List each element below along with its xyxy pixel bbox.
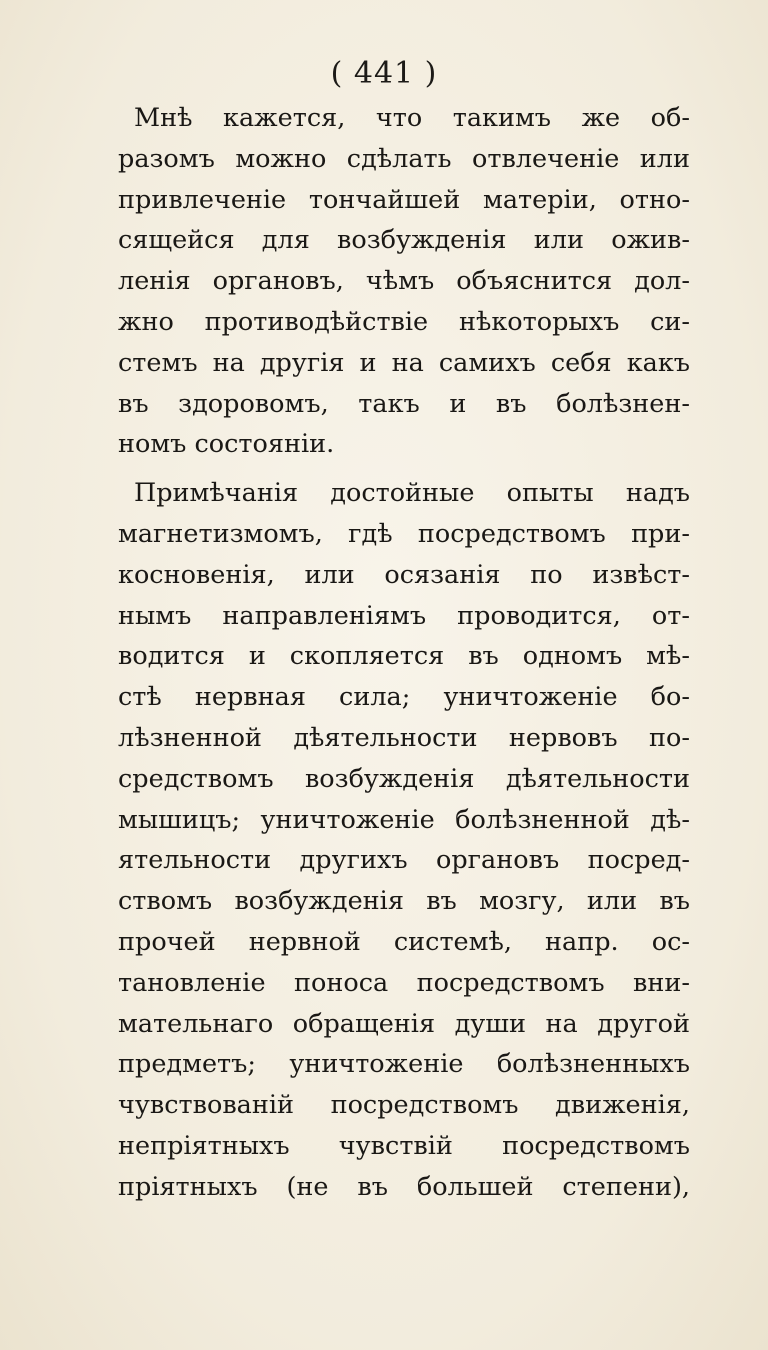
text-line: тановленіе поноса посредствомъ вни- (118, 967, 690, 998)
text-line: Примѣчанія достойные опыты надъ (134, 478, 690, 509)
paragraph (118, 473, 690, 1207)
text-line: непріятныхъ чувствій посредствомъ (118, 1130, 690, 1161)
text-line: водится и скопляется въ одномъ мѣ- (118, 641, 690, 672)
text-line: магнетизмомъ, гдѣ посредствомъ при- (118, 518, 690, 549)
text-line: пріятныхъ (не въ большей степени), (118, 1171, 690, 1202)
text-line: въ здоровомъ, такъ и въ болѣзнен- (118, 388, 690, 419)
text-line: ленія органовъ, чѣмъ объяснится дол- (118, 266, 690, 297)
text-line: мышицъ; уничтоженіе болѣзненной дѣ- (118, 804, 690, 835)
text-line: жно противодѣйствіе нѣкоторыхъ си- (118, 306, 690, 337)
text-line: косновенія, или осязанія по извѣст- (118, 559, 690, 590)
text-line: предметъ; уничтоженіе болѣзненныхъ (118, 1049, 690, 1080)
text-line: прочей нервной системѣ, напр. ос- (118, 926, 690, 957)
text-line: разомъ можно сдѣлать отвлеченіе или (118, 143, 690, 174)
text-line: нымъ направленіямъ проводится, от- (118, 600, 690, 631)
text-line: стѣ нервная сила; уничтоженіе бо- (118, 682, 690, 713)
text-line: лѣзненной дѣятельности нервовъ по- (118, 722, 690, 753)
text-line: стемъ на другія и на самихъ себя какъ (118, 347, 690, 378)
text-line: Мнѣ кажется, что такимъ же об- (134, 103, 690, 133)
paragraph-gap (118, 465, 690, 473)
text-line: сящейся для возбужденія или ожив- (118, 225, 690, 256)
paragraph (118, 98, 690, 465)
text-line: чувствованій посредствомъ движенія, (118, 1090, 690, 1121)
page-number: ( 441 ) (330, 56, 438, 91)
text-line: номъ состояніи. (118, 429, 335, 460)
body-text (118, 98, 690, 1208)
text-line: средствомъ возбужденія дѣятельности (118, 763, 690, 794)
text-line: ятельности другихъ органовъ посред- (118, 845, 690, 876)
text-line: привлеченіе тончайшей матеріи, отно- (118, 184, 690, 215)
text-line: мательнаго обращенія души на другой (118, 1008, 690, 1039)
text-line: ствомъ возбужденія въ мозгу, или въ (118, 886, 690, 917)
